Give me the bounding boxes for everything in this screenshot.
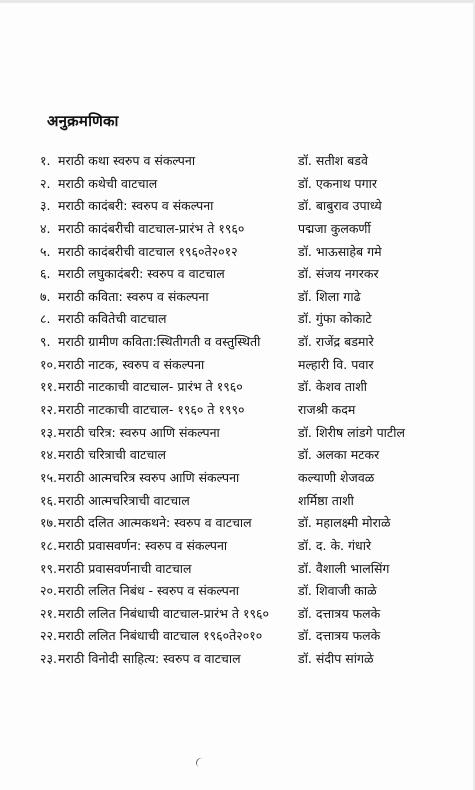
entry-title: मराठी कथा स्वरुप व संकल्पना	[58, 153, 196, 168]
entry-author: डॉ. वैशाली भालसिंग	[298, 560, 390, 576]
entry-number: १०.	[40, 356, 57, 372]
entry-title: मराठी दलित आत्मकथने: स्वरुप व वाटचाल	[58, 515, 252, 531]
toc-entry	[40, 469, 470, 492]
entry-number: ४.	[40, 220, 51, 236]
entry-number: १.	[40, 153, 51, 168]
entry-author: पद्मजा कुलकर्णी	[298, 220, 371, 236]
toc-entry	[40, 650, 470, 673]
entry-title: मराठी कादंबरीची वाटचाल-प्रारंभ ते १९६०	[58, 220, 245, 236]
entry-title: मराठी कादंबरीची वाटचाल १९६०ते२०१२	[58, 243, 238, 259]
entry-number: १७.	[40, 515, 57, 531]
table-of-contents	[40, 152, 470, 673]
entry-title: मराठी लघुकादंबरी: स्वरुप व वाटचाल	[58, 266, 225, 282]
toc-entry	[40, 175, 470, 198]
entry-title: मराठी ललित निबंधाची वाटचाल १९६०ते२०१०	[58, 628, 263, 644]
entry-title: मराठी चरित्र: स्वरुप आणि संकल्पना	[58, 424, 220, 440]
toc-entry	[40, 424, 470, 447]
toc-entry	[40, 310, 470, 333]
entry-number: १५.	[40, 469, 57, 485]
entry-title: मराठी ग्रामीण कविता:स्थितीगती व वस्तुस्थिती	[58, 334, 261, 350]
entry-author: डॉ. शिवाजी काळे	[298, 583, 377, 599]
entry-author: डॉ. महालक्ष्मी मोराळे	[298, 515, 391, 531]
entry-author: डॉ. एकनाथ पगार	[298, 175, 378, 191]
entry-number: ३.	[40, 198, 51, 214]
entry-number: १२.	[40, 402, 57, 418]
entry-author: डॉ. अलका मटकर	[298, 447, 380, 463]
entry-author: कल्याणी शेजवळ	[298, 469, 375, 485]
entry-title: मराठी आत्मचरित्र स्वरुप आणि संकल्पना	[58, 469, 240, 485]
entry-number: २३.	[40, 651, 57, 667]
entry-title: मराठी कविता: स्वरुप व संकल्पना	[58, 288, 209, 304]
entry-title: मराठी चरित्राची वाटचाल	[58, 447, 167, 463]
entry-author: डॉ. बाबुराव उपाध्ये	[298, 198, 382, 214]
entry-author: डॉ. राजेंद्र बडमारे	[298, 334, 374, 350]
entry-author: डॉ. सतीश बडवे	[298, 153, 368, 168]
toc-entry	[40, 514, 470, 537]
entry-author: डॉ. शिला गाढे	[298, 288, 361, 304]
entry-author: डॉ. संजय नगरकर	[298, 266, 379, 282]
page-top-edge	[0, 0, 475, 3]
toc-entry	[40, 492, 470, 515]
entry-author: डॉ. द. के. गंधारे	[298, 537, 372, 553]
contents-heading: अनुक्रमणिका	[47, 112, 119, 130]
toc-entry	[40, 582, 470, 605]
toc-entry	[40, 401, 470, 424]
entry-author: डॉ. दत्तात्रय फलके	[298, 605, 381, 621]
toc-entry	[40, 537, 470, 560]
entry-number: ६.	[40, 266, 51, 282]
toc-entry	[40, 627, 470, 650]
entry-title: मराठी प्रवासवर्णनाची वाटचाल	[58, 560, 192, 576]
entry-number: १९.	[40, 560, 57, 576]
entry-author: डॉ. भाऊसाहेब गमे	[298, 243, 382, 259]
entry-number: ११.	[40, 379, 57, 395]
entry-title: मराठी ललित निबंध - स्वरुप व संकल्पना	[58, 583, 240, 599]
toc-entry	[40, 333, 470, 356]
toc-entry	[40, 220, 470, 243]
entry-title: मराठी प्रवासवर्णन: स्वरुप व संकल्पना	[58, 537, 228, 553]
entry-author: शर्मिष्ठा ताशी	[298, 492, 354, 508]
entry-number: ८.	[40, 311, 51, 327]
entry-title: मराठी नाटक, स्वरुप व संकल्पना	[58, 356, 205, 372]
entry-number: २१.	[40, 605, 57, 621]
entry-author: डॉ. गुंफा कोकाटे	[298, 311, 372, 327]
entry-author: डॉ. शिरीष लांडगे पाटील	[298, 424, 405, 440]
toc-entry	[40, 378, 470, 401]
entry-number: ७.	[40, 288, 51, 304]
entry-author: राजश्री कदम	[298, 402, 356, 418]
entry-title: मराठी कादंबरी: स्वरुप व संकल्पना	[58, 198, 214, 214]
toc-entry	[40, 197, 470, 220]
entry-title: मराठी नाटकाची वाटचाल- प्रारंभ ते १९६०	[58, 379, 243, 395]
toc-entry	[40, 152, 470, 175]
entry-title: मराठी कवितेची वाटचाल	[58, 311, 167, 327]
entry-author: मल्हारी वि. पवार	[298, 356, 374, 372]
entry-author: डॉ. केशव ताशी	[298, 379, 367, 395]
entry-title: मराठी कथेची वाटचाल	[58, 175, 158, 191]
page-mark	[195, 756, 209, 769]
entry-number: १३.	[40, 424, 57, 440]
toc-entry	[40, 560, 470, 583]
entry-author: डॉ. दत्तात्रय फलके	[298, 628, 381, 644]
toc-entry	[40, 356, 470, 379]
entry-number: ९.	[40, 334, 51, 350]
toc-entry	[40, 605, 470, 628]
entry-number: २०.	[40, 583, 57, 599]
entry-number: १८.	[40, 537, 57, 553]
entry-number: ५.	[40, 243, 51, 259]
toc-entry	[40, 265, 470, 288]
entry-number: १४.	[40, 447, 57, 463]
toc-entry	[40, 288, 470, 311]
toc-entry	[40, 446, 470, 469]
entry-title: मराठी विनोदी साहित्य: स्वरुप व वाटचाल	[58, 651, 241, 667]
entry-number: २.	[40, 175, 51, 191]
entry-author: डॉ. संदीप सांगळे	[298, 651, 374, 667]
entry-title: मराठी आत्मचरित्राची वाटचाल	[58, 492, 190, 508]
entry-title: मराठी ललित निबंधाची वाटचाल-प्रारंभ ते १९६०	[58, 605, 269, 621]
entry-number: १६.	[40, 492, 57, 508]
entry-number: २२.	[40, 628, 57, 644]
entry-title: मराठी नाटकाची वाटचाल- १९६० ते १९९०	[58, 402, 245, 418]
toc-entry	[40, 243, 470, 266]
